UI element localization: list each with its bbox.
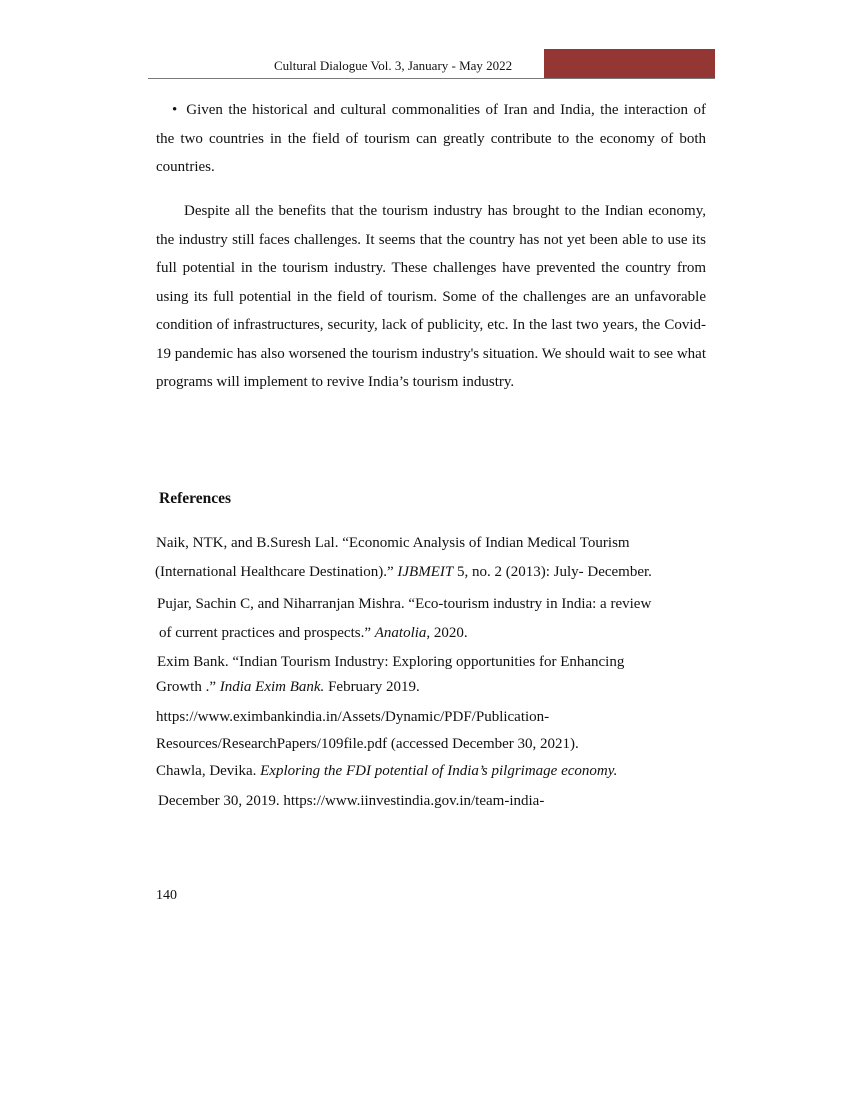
reference-pujar-details: , 2020. xyxy=(426,625,468,641)
header-accent-bar xyxy=(544,49,715,79)
reference-chawla-title: Exploring the FDI potential of India’s pilgrimage economy. xyxy=(260,763,618,779)
reference-naik-journal: IJBMEIT xyxy=(397,564,454,580)
header-rule xyxy=(148,78,715,79)
bullet-paragraph-text: Given the historical and cultural commonalities of Iran and India, the interaction of the two countries in the field of tourism can greatly contribute to the economy of both countries. xyxy=(156,102,706,175)
reference-pujar-line-1: Pujar, Sachin C, and Niharranjan Mishra. “Eco-tourism industry in India: a review xyxy=(157,596,652,612)
page-number: 140 xyxy=(156,888,177,903)
reference-chawla-line-2: December 30, 2019. https://www.iinvestindia.gov.in/team-india- xyxy=(158,793,545,809)
running-header: Cultural Dialogue Vol. 3, January - May 2022 xyxy=(274,58,513,73)
reference-exim-text: Growth .” xyxy=(156,679,220,695)
reference-naik-text: (International Healthcare Destination).” xyxy=(155,564,398,580)
reference-exim-source: India Exim Bank. xyxy=(219,679,325,695)
reference-exim-url-1: https://www.eximbankindia.in/Assets/Dynamic/PDF/Publication- xyxy=(156,709,550,725)
reference-exim-line-1: Exim Bank. “Indian Tourism Industry: Exploring opportunities for Enhancing xyxy=(157,654,625,670)
reference-naik-line-2 xyxy=(155,563,652,581)
reference-exim-date: February 2019. xyxy=(324,679,420,695)
reference-pujar-line-2 xyxy=(159,624,468,642)
reference-naik-line-1: Naik, NTK, and B.Suresh Lal. “Economic Analysis of Indian Medical Tourism xyxy=(156,535,630,551)
bullet-paragraph xyxy=(156,96,706,182)
reference-chawla-line-1 xyxy=(156,762,617,780)
reference-exim-url-2: Resources/ResearchPapers/109file.pdf (accessed December 30, 2021). xyxy=(156,736,579,752)
reference-naik-details: 5, no. 2 (2013): July- December. xyxy=(453,564,652,580)
reference-chawla-author: Chawla, Devika. xyxy=(156,763,261,779)
references-heading: References xyxy=(159,490,232,507)
reference-pujar-journal: Anatolia xyxy=(374,625,427,641)
reference-pujar-text: of current practices and prospects.” xyxy=(159,625,375,641)
reference-exim-line-2 xyxy=(156,678,420,696)
bullet-icon: • xyxy=(172,102,178,118)
body-paragraph: Despite all the benefits that the tourism industry has brought to the Indian economy, the industry still faces challenges. It seems that the country has not yet been able to use its full potential in the tourism industry. These challenges have prevented the country from using its full potential in the field of tourism. Some of the challenges are an unfavorable condition of infrastructures, security, lack of publicity, etc. In the last two years, the Covid-19 pandemic has also worsened the tourism industry's situation. We should wait to see what programs will implement to revive India’s tourism industry. xyxy=(156,203,706,390)
